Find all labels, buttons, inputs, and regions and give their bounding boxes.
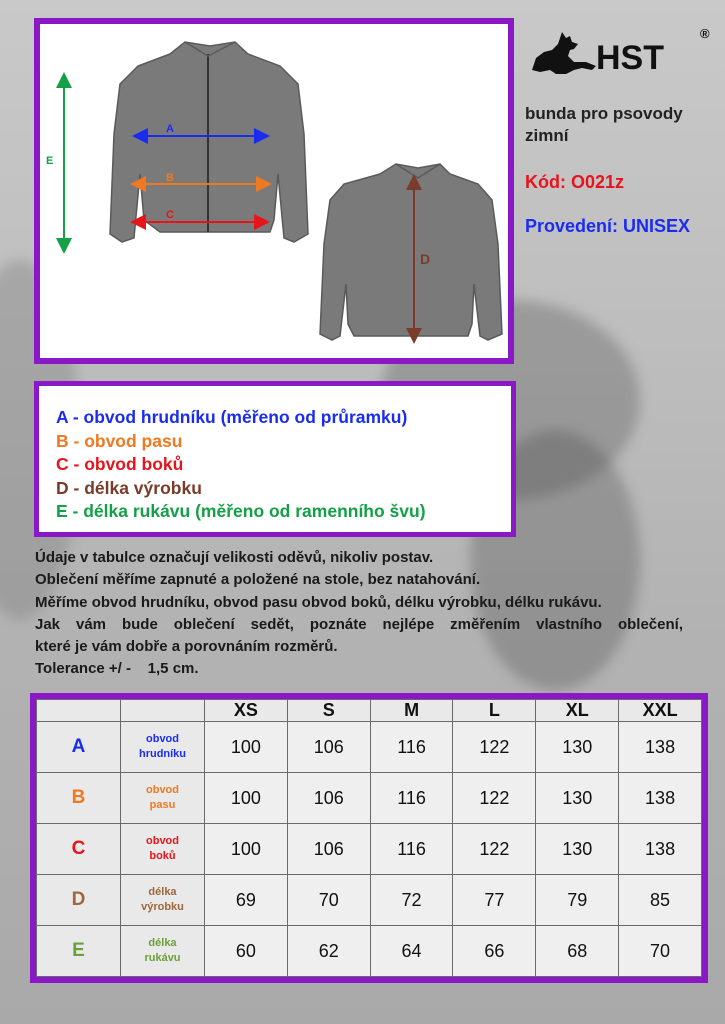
registered-mark: ® (700, 26, 710, 41)
table-row (37, 875, 702, 926)
size-table (30, 693, 708, 983)
size-value-cell: 138 (619, 773, 702, 824)
size-value-cell: 106 (287, 722, 370, 773)
note-line: Údaje v tabulce označují velikosti oděvů, nikoliv postav. (35, 549, 434, 566)
row-description-line: výrobku (141, 901, 184, 913)
row-description-line: obvod (146, 835, 179, 847)
row-description-line: rukávu (144, 952, 181, 964)
product-name: bunda pro psovody zimní (525, 104, 683, 145)
size-header: M (370, 700, 453, 722)
table-row (37, 824, 702, 875)
size-value-cell: 122 (453, 824, 536, 875)
row-description-line: pasu (149, 799, 176, 811)
size-value-cell: 122 (453, 722, 536, 773)
size-value-cell: 79 (536, 875, 619, 926)
size-header: XXL (619, 700, 702, 722)
size-value-cell: 66 (453, 926, 536, 977)
row-description (121, 773, 205, 824)
row-description-line: boků (149, 850, 176, 862)
size-value-cell: 62 (287, 926, 370, 977)
size-value-cell: 130 (536, 824, 619, 875)
row-letter: C (37, 824, 121, 875)
brand-logo (526, 22, 716, 82)
table-corner-cell (121, 700, 205, 722)
measurement-legend (34, 381, 516, 537)
label-d: D (420, 251, 431, 267)
note-line: Měříme obvod hrudníku, obvod pasu obvod boků, délku výrobku, délku rukávu. (35, 593, 602, 611)
measurement-notes (35, 547, 683, 681)
product-code: Kód: O021z (525, 172, 625, 192)
size-value-cell: 85 (619, 875, 702, 926)
legend-item-c: C - obvod boků (56, 454, 184, 474)
jacket-front (110, 42, 308, 242)
size-value-cell: 100 (205, 722, 288, 773)
size-value-cell: 70 (619, 926, 702, 977)
table-corner-cell (37, 700, 121, 722)
row-letter: D (37, 875, 121, 926)
size-value-cell: 138 (619, 824, 702, 875)
table-header-row (37, 700, 702, 722)
size-value-cell: 77 (453, 875, 536, 926)
size-header: L (453, 700, 536, 722)
legend-item-b: B - obvod pasu (56, 430, 183, 451)
row-description-line: obvod (146, 784, 179, 796)
label-c: C (166, 209, 174, 221)
size-value-cell: 60 (205, 926, 288, 977)
row-description (121, 926, 205, 977)
size-value-cell: 72 (370, 875, 453, 926)
measurement-diagram (34, 18, 514, 364)
table-row (37, 773, 702, 824)
size-value-cell: 68 (536, 926, 619, 977)
jacket-back (320, 164, 502, 340)
legend-item-e: E - délka rukávu (měřeno od ramenního švu) (56, 501, 426, 521)
note-line: které je vám dobře a porovnáním rozměrů. (35, 638, 338, 656)
dog-icon (532, 32, 596, 74)
table-row (37, 926, 702, 977)
row-description-line: délka (148, 937, 177, 949)
row-description-line: délka (148, 886, 177, 898)
size-value-cell: 70 (287, 875, 370, 926)
row-description (121, 722, 205, 773)
legend-item-a: A - obvod hrudníku (měřeno od průramku) (56, 407, 408, 427)
size-header: XS (205, 700, 288, 722)
label-e: E (46, 155, 54, 167)
brand-name: HST (596, 39, 664, 77)
row-letter: E (37, 926, 121, 977)
product-variant: Provedení: UNISEX (525, 216, 691, 236)
note-line: Oblečení měříme zapnuté a položené na stole, bez natahování. (35, 571, 481, 589)
size-value-cell: 138 (619, 722, 702, 773)
row-description-line: hrudníku (138, 748, 187, 760)
size-header: XL (536, 700, 619, 722)
label-b: B (166, 172, 174, 184)
size-value-cell: 130 (536, 773, 619, 824)
note-tolerance: Tolerance +/ - 1,5 cm. (35, 660, 199, 678)
row-letter: A (37, 722, 121, 773)
size-value-cell: 122 (453, 773, 536, 824)
size-value-cell: 106 (287, 824, 370, 875)
label-a: A (166, 123, 174, 135)
size-value-cell: 130 (536, 722, 619, 773)
size-value-cell: 69 (205, 875, 288, 926)
size-value-cell: 64 (370, 926, 453, 977)
size-header: S (287, 700, 370, 722)
size-value-cell: 116 (370, 722, 453, 773)
table-row (37, 722, 702, 773)
row-letter: B (37, 773, 121, 824)
row-description (121, 824, 205, 875)
size-value-cell: 100 (205, 824, 288, 875)
row-description-line: obvod (146, 733, 179, 745)
note-line: Jak vám bude oblečení sedět, poznáte nejlépe změřením vlastního oblečení, (35, 615, 683, 633)
size-value-cell: 116 (370, 824, 453, 875)
size-value-cell: 100 (205, 773, 288, 824)
size-value-cell: 106 (287, 773, 370, 824)
legend-item-d: D - délka výrobku (56, 477, 202, 498)
size-value-cell: 116 (370, 773, 453, 824)
row-description (121, 875, 205, 926)
